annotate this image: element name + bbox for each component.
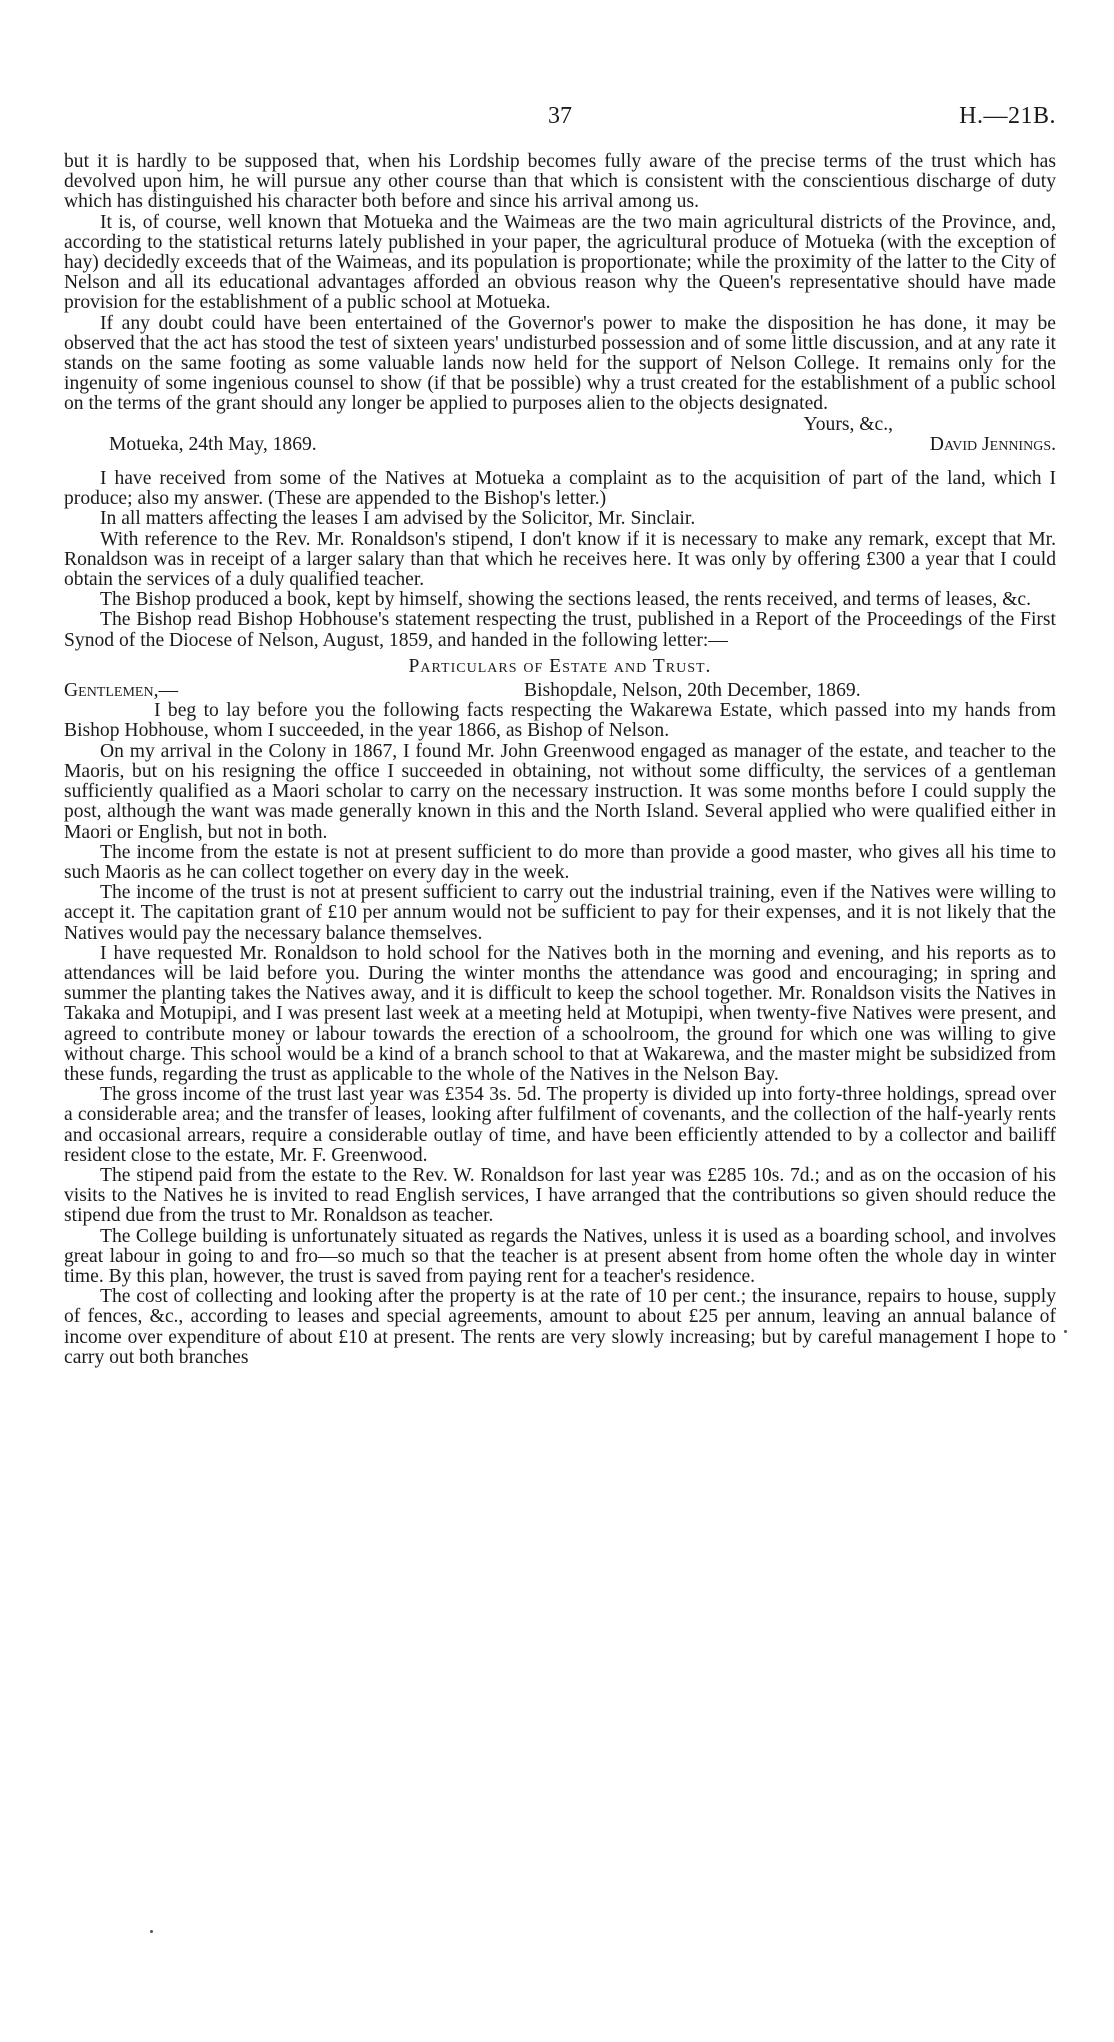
section-heading: Particulars of Estate and Trust.: [408, 655, 712, 677]
paragraph: In all matters affecting the leases I am advised by the Solicitor, Mr. Sinclair.: [100, 508, 696, 530]
page-body: [64, 152, 1056, 1368]
paragraph: The income from the estate is not at present sufficient to do more than provide a good master, who gives all his time to such Maoris as he can collect together on every day in the week.: [64, 841, 1056, 883]
page-header: [64, 0, 1056, 129]
paragraph: I beg to lay before you the following facts respecting the Wakarewa Estate, which passed into my hands from Bishop Hobhouse, whom I succeeded, in the year 1866, as Bishop of Nelson.: [64, 700, 1056, 742]
paragraph: On my arrival in the Colony in 1867, I found Mr. John Greenwood engaged as manager of the estate, and teacher to the Maoris, but on his resigning the office I succeeded in obtaining, not without some difficulty, the services of a gentleman sufficiently qualified as a Maori scholar to carry on the necessary instruction. It was some months before I could supply the post, although the want was made generally known in this and the North Island. Several applied who were qualified either in Maori or English, but not in both.: [64, 740, 1056, 843]
paragraph: If any doubt could have been entertained of the Governor's power to make the disposition he has done, it may be observed that the act has stood the test of sixteen years' undisturbed possession and of some little discussion, and at any rate it stands on the same footing as some valuable lands now held for the support of Nelson College. It remains only for the ingenuity of some ingenious counsel to show (if that be possible) why a trust created for the establishment of a public school on the terms of the grant should any longer be applied to purposes alien to the objects designated.: [64, 312, 1056, 415]
signature-line: [64, 435, 1056, 455]
bishop-statement: [64, 469, 1056, 651]
paragraph: The stipend paid from the estate to the Rev. W. Ronaldson for last year was £285 10s. 7d.; and as on the occasion of his visits to the Natives he is invited to read English services, I have arranged that the contributions so given should reduce the stipend due from the trust to Mr. Ronaldson as teacher.: [64, 1164, 1056, 1227]
letter-closing: Yours, &c.,: [803, 413, 893, 435]
margin-speck: [150, 1930, 153, 1933]
paragraph: The College building is unfortunately situated as regards the Natives, unless it is used as a boarding school, and involves great labour in going to and fro—so much so that the teacher is at present absent from home often the whole day in winter time. By this plan, however, the trust is saved from paying rent for a teacher's residence.: [64, 1225, 1056, 1287]
paragraph: It is, of course, well known that Motueka and the Waimeas are the two main agricultural districts of the Province, and, according to the statistical returns lately published in your paper, the agricultural produce of Motueka (with the exception of hay) decidedly exceeds that of the Waimeas, and its population is proportionate; while the proximity of the latter to the City of Nelson and all its educational advantages afforded an obvious reason why the Queen's representative should have made provision for the establishment of a public school at Motueka.: [64, 211, 1056, 314]
salutation-line: [64, 681, 1056, 701]
paragraph: but it is hardly to be supposed that, when his Lordship becomes fully aware of the precise terms of the trust which has devolved upon him, he will pursue any other course than that which is consistent with the conscientious discharge of duty which has distinguished his character both before and since his arrival among us.: [64, 151, 1056, 213]
paragraph: The income of the trust is not at present sufficient to carry out the industrial training, even if the Natives were willing to accept it. The capitation grant of £10 per annum would not be sufficient to pay for their expenses, and it is not likely that the Natives would pay the necessary balance themselves.: [64, 882, 1056, 944]
paragraph: I have requested Mr. Ronaldson to hold school for the Natives both in the morning and evening, and his reports as to attendances will be laid before you. During the winter months the attendance was good and encouraging; in spring and summer the planting takes the Natives away, and it is difficult to keep the school together. Mr. Ronaldson visits the Natives in Takaka and Motupipi, and I was present last week at a meeting held at Motupipi, when twenty-five Natives were present, and agreed to contribute money or labour towards the erection of a schoolroom, the ground for which one was willing to give without charge. This school would be a kind of a branch school to that at Wakarewa, and the master might be subsidized from these funds, regarding the trust as applicable to the whole of the Natives in the Nelson Bay.: [64, 942, 1056, 1085]
letter-place-date: Bishopdale, Nelson, 20th December, 1869.: [524, 680, 861, 702]
paragraph: The Bishop read Bishop Hobhouse's statement respecting the trust, published in a Report of the Proceedings of the First Synod of the Diocese of Nelson, August, 1859, and handed in the following letter:—: [64, 609, 1056, 651]
page-number: 37: [548, 102, 572, 129]
letter-signature: David Jennings.: [929, 433, 1056, 455]
salutation: Gentlemen,—: [64, 680, 179, 702]
paragraph: I have received from some of the Natives at Motueka a complaint as to the acquisition of part of the land, which I produce; also my answer. (These are appended to the Bishop's letter.): [64, 468, 1056, 510]
margin-speck: [1064, 1330, 1067, 1333]
letter-jennings: [64, 152, 1056, 455]
paragraph: The cost of collecting and looking after the property is at the rate of 10 per cent.; the insurance, repairs to house, supply of fences, &c., according to leases and special agreements, amount to about £25 per annum, leaving an annual balance of income over expenditure of about £10 at present. The rents are very slowly increasing; but by careful management I hope to carry out both branches: [64, 1286, 1056, 1368]
paragraph: With reference to the Rev. Mr. Ronaldson's stipend, I don't know if it is necessary to make any remark, except that Mr. Ronaldson was in receipt of a larger salary than that which he receives here. It was only by offering £300 a year that I could obtain the services of a duly qualified teacher.: [64, 528, 1056, 591]
document-page: [64, 0, 1056, 2042]
section-gap: [64, 455, 1056, 469]
letter-bishop: [64, 657, 1056, 1368]
paragraph: The gross income of the trust last year was £354 3s. 5d. The property is divided up into forty-three holdings, spread over a considerable area; and the transfer of leases, looking after fulfilment of covenants, and the collection of the half-yearly rents and occasional arrears, require a considerable outlay of time, and have been efficiently attended to by a collector and bailiff resident close to the estate, Mr. F. Greenwood.: [64, 1084, 1056, 1166]
letter-place-date: Motueka, 24th May, 1869.: [109, 433, 317, 455]
document-reference: H.—21B.: [959, 102, 1056, 129]
paragraph: The Bishop produced a book, kept by himself, showing the sections leased, the rents received, and terms of leases, &c.: [100, 589, 1031, 611]
